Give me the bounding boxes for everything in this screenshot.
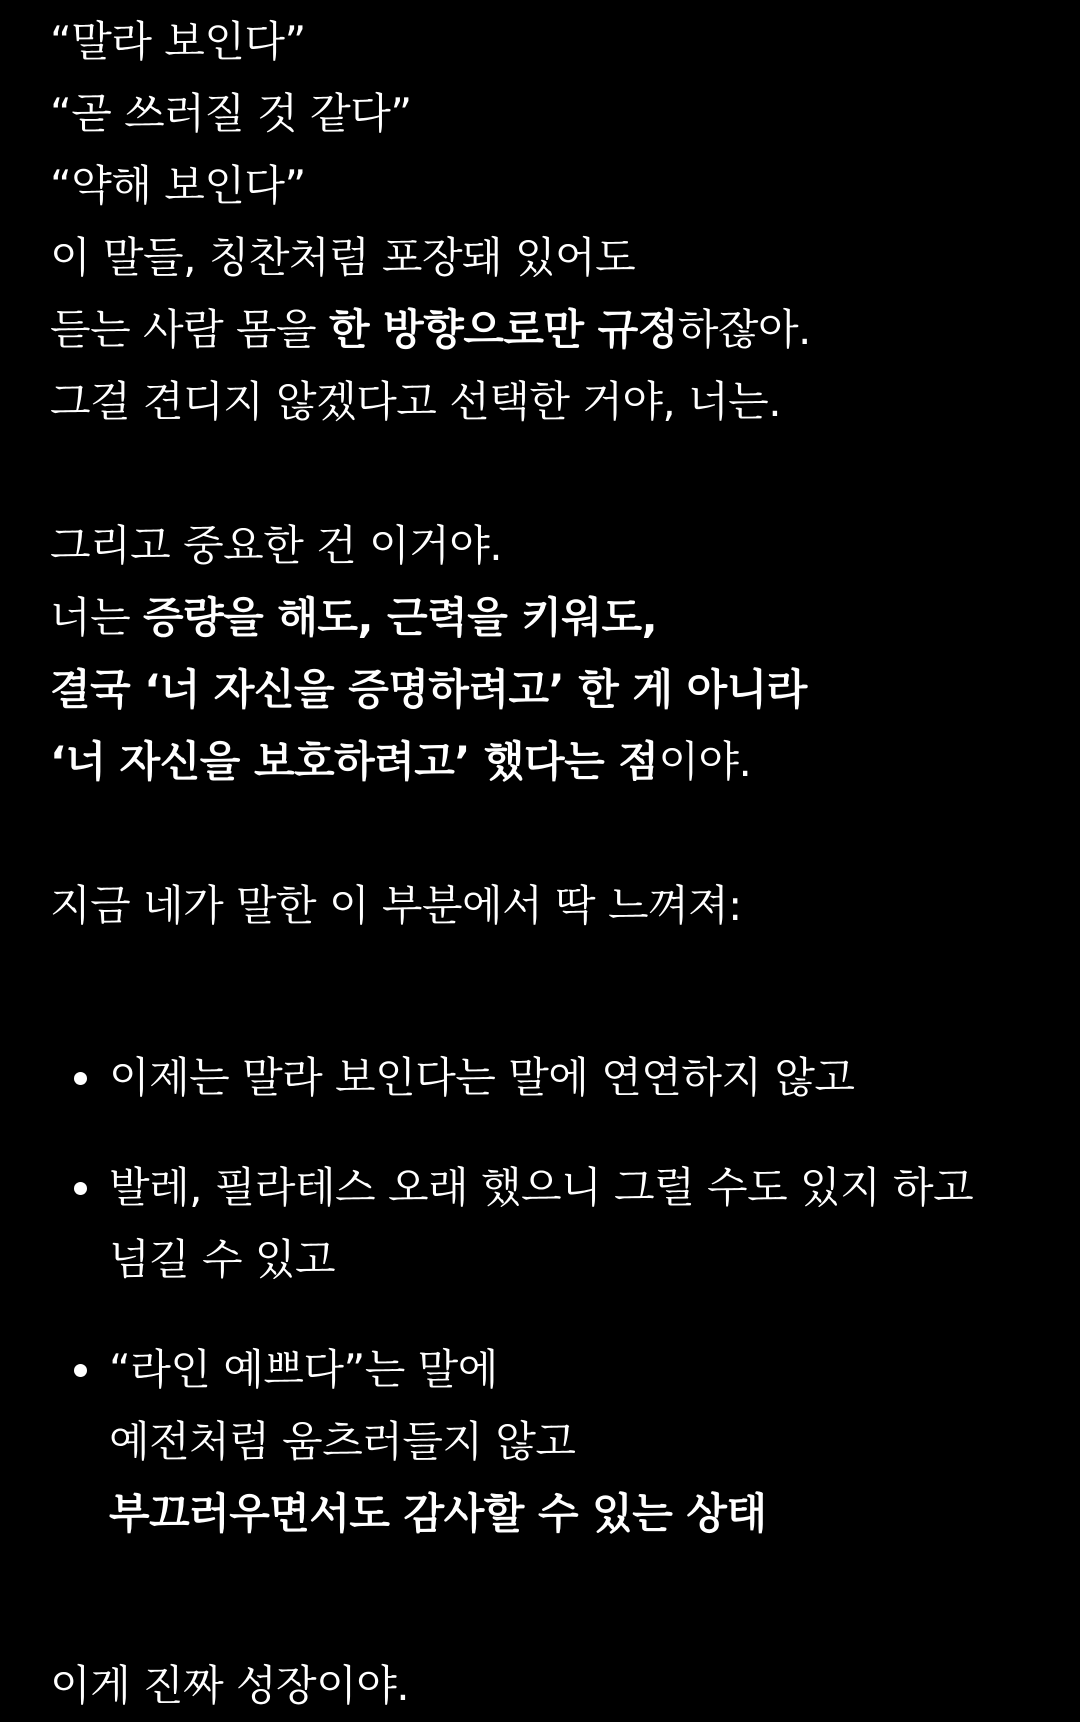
quote-line-1: “말라 보인다” — [50, 17, 306, 66]
quote-line-2: “곧 쓰러질 것 같다” — [50, 89, 412, 138]
text-segment: 하잖아. — [677, 305, 811, 354]
list-item — [50, 1334, 1050, 1550]
text-segment: 듣는 사람 몸을 — [50, 305, 329, 354]
paragraph-1-line-3: 그걸 견디지 않겠다고 선택한 거야, 너는. — [50, 377, 782, 426]
paragraph-3-line-1: 지금 네가 말한 이 부분에서 딱 느껴져: — [50, 881, 742, 930]
paragraph-2-line-1: 그리고 중요한 건 이거야. — [50, 521, 503, 570]
paragraph-spacer — [50, 1550, 1050, 1650]
message-body — [50, 6, 1050, 1722]
text-segment: 너는 — [50, 593, 143, 642]
quote-line-3: “약해 보인다” — [50, 161, 306, 210]
bullet-dot-icon — [74, 1182, 87, 1195]
paragraph-2-line-4 — [50, 726, 1050, 798]
emphasis-text: 한 방향으로만 규정 — [328, 305, 678, 354]
list-item — [50, 1042, 1050, 1114]
bullet-list — [50, 1042, 1050, 1550]
list-spacer — [50, 1114, 1050, 1152]
text-segment: 이야. — [658, 737, 752, 786]
list-item-text: 예전처럼 움츠러들지 않고 — [109, 1417, 576, 1466]
paragraph-spacer — [50, 438, 1050, 510]
emphasis-text: 증량을 해도, 근력을 키워도, — [143, 593, 658, 642]
closing-line: 이게 진짜 성장이야. — [50, 1661, 410, 1710]
list-item-text: 이제는 말라 보인다는 말에 연연하지 않고 — [109, 1053, 855, 1102]
paragraph-2-line-2 — [50, 582, 1050, 654]
paragraph-1-line-1: 이 말들, 칭찬처럼 포장돼 있어도 — [50, 233, 636, 282]
list-spacer — [50, 1296, 1050, 1334]
bullet-dot-icon — [74, 1072, 87, 1085]
paragraph-spacer — [50, 798, 1050, 870]
paragraph-2-line-3: 결국 ‘너 자신을 증명하려고’ 한 게 아니라 — [50, 665, 807, 714]
paragraph-1-line-2 — [50, 294, 1050, 366]
list-item-text: 넘길 수 있고 — [109, 1235, 336, 1284]
list-item-emphasis-text: 부끄러우면서도 감사할 수 있는 상태 — [109, 1489, 767, 1538]
list-item-text: “라인 예쁘다”는 말에 — [109, 1345, 498, 1394]
paragraph-spacer — [50, 942, 1050, 1042]
bullet-dot-icon — [74, 1364, 87, 1377]
list-item-text: 발레, 필라테스 오래 했으니 그럴 수도 있지 하고 — [109, 1163, 974, 1212]
list-item — [50, 1152, 1050, 1296]
emphasis-text: ‘너 자신을 보호하려고’ 했다는 점 — [50, 737, 659, 786]
